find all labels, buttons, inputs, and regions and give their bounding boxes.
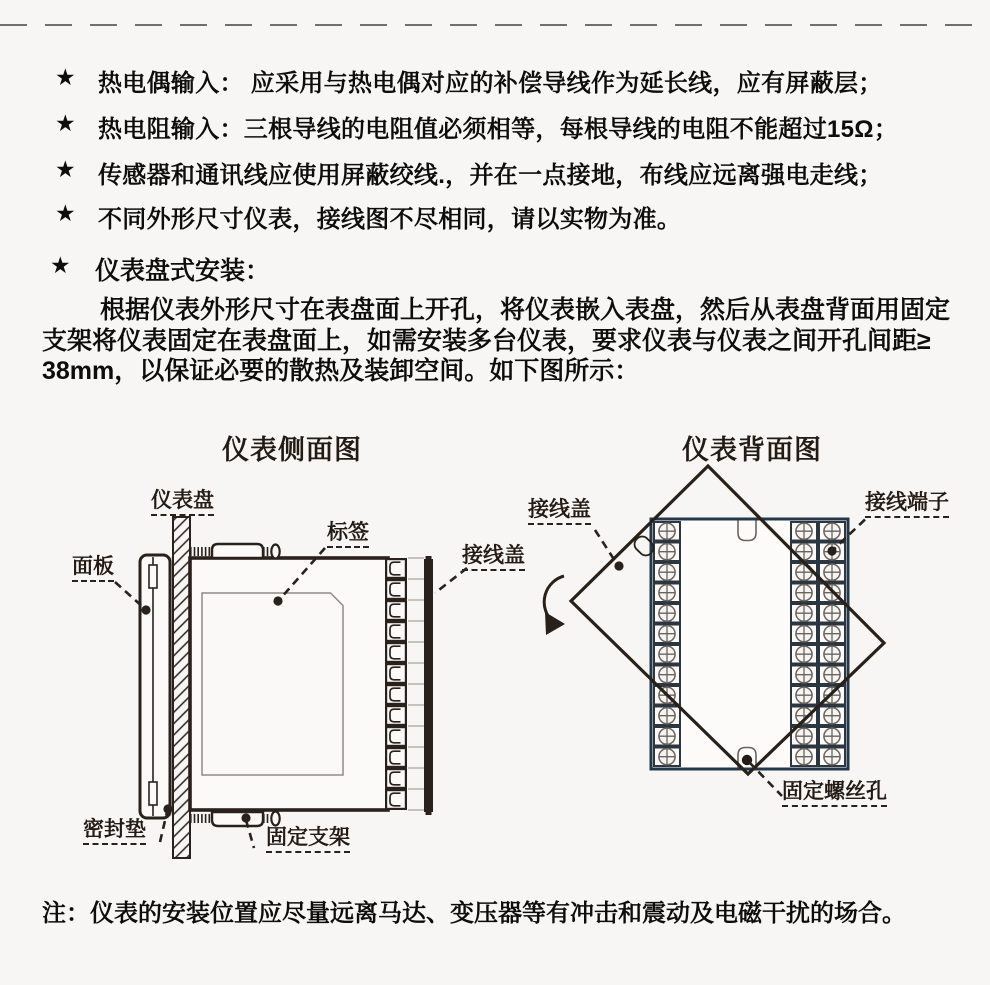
section-panel-mount-header [50,251,270,287]
bullet-thermocouple [55,63,883,98]
star-icon: ★ [50,252,71,278]
side-view-title: 仪表侧面图 [222,435,362,465]
bullet-rtd [55,109,898,144]
paragraph-line: 38mm，以保证必要的散热及装卸空间。如下图所示： [42,357,640,385]
front-panel [140,555,170,818]
installation-note: 注：仪表的安装位置应尽量远离马达、变压器等有冲击和震动及电磁干扰的场合。 [42,900,906,927]
star-icon: ★ [55,110,76,136]
paragraph-line: 根据仪表外形尺寸在表盘面上开孔，将仪表嵌入表盘，然后从表盘背面用固定 [100,296,951,324]
back-view-diagram [520,460,990,885]
label-sticker: 标签 [327,521,369,548]
bullet-size-note [55,199,681,234]
bottom-fixing-bracket [190,812,280,827]
page-top-dashed-divider [0,24,990,26]
label-front-panel: 面板 [72,555,114,582]
label-screw-hole: 固定螺丝孔 [782,780,887,807]
paragraph-line: 支架将仪表固定在表盘面上，如需安装多台仪表，要求仪表与仪表之间开孔间距≥ [42,326,931,355]
terminal-strip [386,559,406,809]
panel-board-wall [173,517,190,858]
label-terminal-cover: 接线盖 [528,498,591,525]
bullet-shielded-wire [55,155,883,190]
mount-instructions-paragraph [42,295,972,387]
bullet-text: 热电偶输入： 应采用与热电偶对应的补偿导线作为延长线，应有屏蔽层； [98,70,883,97]
back-view-title: 仪表背面图 [682,435,822,465]
label-terminal-cover: 接线盖 [462,544,525,571]
star-icon: ★ [55,64,76,90]
label-panel-board: 仪表盘 [151,489,214,516]
bullet-text: 热电阻输入：三根导线的电阻值必须相等，每根导线的电阻不能超过15Ω； [98,116,899,143]
star-icon: ★ [55,156,76,182]
label-fixing-bracket: 固定支架 [266,826,350,853]
label-sticker-area [202,593,343,775]
label-gasket: 密封垫 [83,818,146,845]
terminal-connector-lines [408,558,424,810]
side-view-diagram [40,460,530,885]
section-title: 仪表盘式安装： [95,257,271,285]
bullet-text: 传感器和通讯线应使用屏蔽绞线.，并在一点接地，布线应远离强电走线； [98,162,883,189]
terminal-cover-bar [424,556,433,815]
bullet-text: 不同外形尺寸仪表，接线图不尽相同，请以实物为准。 [98,206,682,233]
rotation-arrow [544,576,565,635]
star-icon: ★ [55,200,76,226]
label-terminals: 接线端子 [865,491,949,518]
